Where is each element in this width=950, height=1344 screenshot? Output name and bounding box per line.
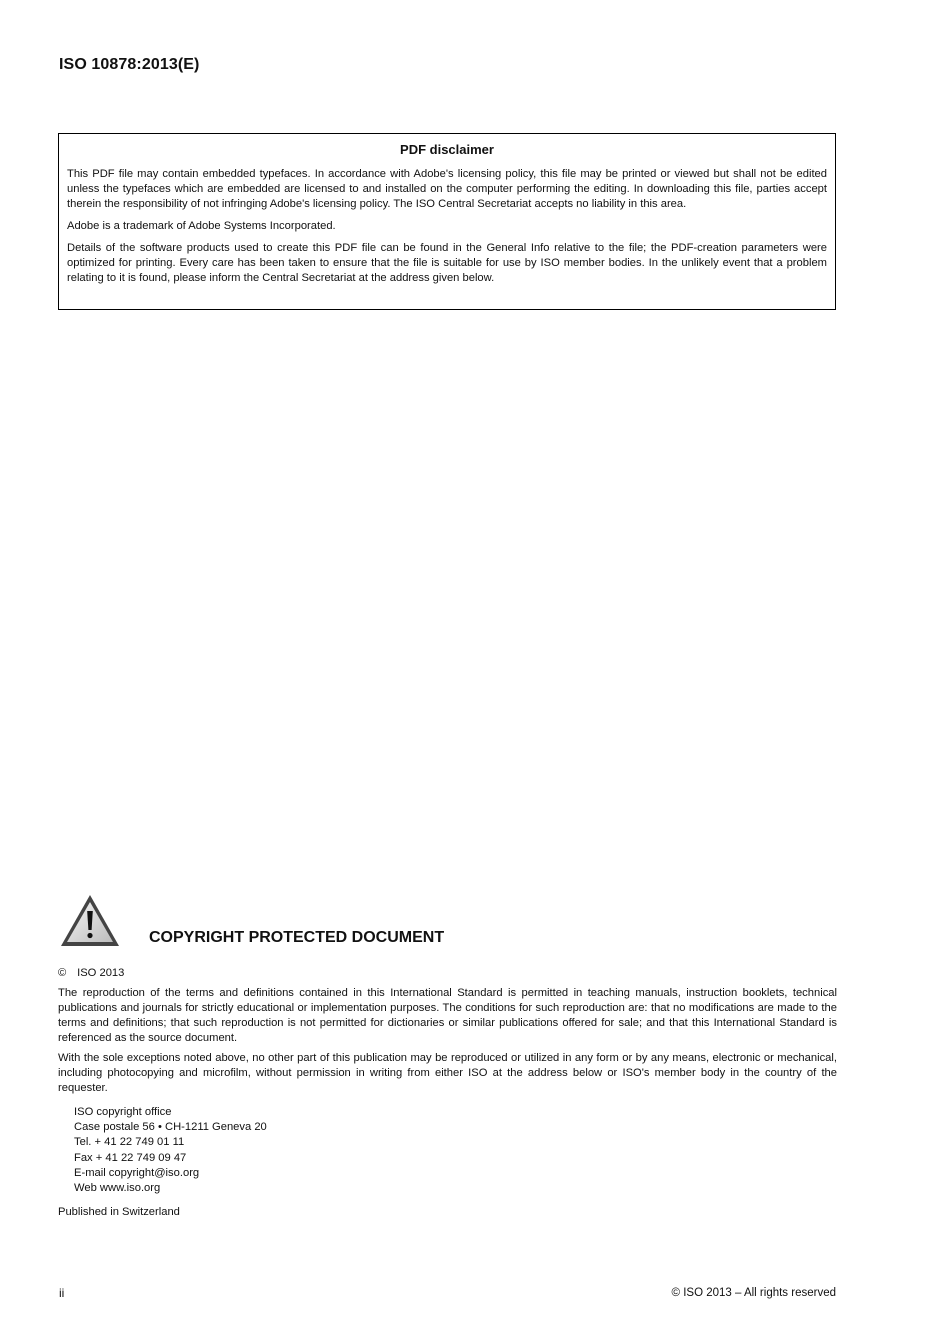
disclaimer-paragraph: Adobe is a trademark of Adobe Systems Incorporated. <box>67 220 336 232</box>
page-number: ii <box>59 1286 65 1300</box>
address-line: Tel. + 41 22 749 01 11 <box>74 1136 185 1149</box>
copyright-heading: COPYRIGHT PROTECTED DOCUMENT <box>149 929 445 946</box>
address-line: E-mail copyright@iso.org <box>74 1166 200 1179</box>
copyright-paragraph: With the sole exceptions noted above, no other part of this publication may be reproduced or utilized in any form or by any means, electronic or mechanical, including photocopying and microfilm, without permission in writing from either ISO at the address below or ISO's member body in the country of the requester. <box>58 1052 837 1094</box>
disclaimer-paragraph: This PDF file may contain embedded typefaces. In accordance with Adobe's licensing policy, this file may be printed or viewed but shall not be edited unless the typefaces which are embedded are licensed to and installed on the computer performing the editing. In downloading this file, parties accept therein the responsibility of not infringing Adobe's licensing policy. The ISO Central Secretariat accepts no liability in this area. <box>67 168 827 210</box>
address-line: Web www.iso.org <box>74 1182 161 1195</box>
address-line: Case postale 56 • CH-1211 Geneva 20 <box>74 1121 267 1134</box>
disclaimer-paragraph: Details of the software products used to create this PDF file can be found in the General Info relative to the file; the PDF-creation parameters were optimized for printing. Every care has been taken to ensure that the file is suitable for use by ISO member bodies. In the unlikely event that a problem relating to it is found, please inform the Central Secretariat at the address given below. <box>67 242 827 284</box>
copyright-section <box>58 966 837 1220</box>
address-line: Fax + 41 22 749 09 47 <box>74 1151 187 1164</box>
warning-triangle-icon <box>59 893 121 949</box>
copyright-paragraph: The reproduction of the terms and definitions contained in this International Standard is permitted in teaching manuals, instruction booklets, technical publications and journals for strictly educational or implementation purposes. The conditions for such reproduction are: that no modifications are made to the terms and definitions; that such reproduction is not permitted for dictionaries or similar publications offered for sale; and that this International Standard is referenced as the source document. <box>58 987 837 1044</box>
document-id-header: ISO 10878:2013(E) <box>59 56 200 73</box>
copyright-symbol: © <box>58 967 67 979</box>
disclaimer-title: PDF disclaimer <box>400 142 494 157</box>
iso-address-block <box>74 1105 837 1196</box>
footer-rights: © ISO 2013 – All rights reserved <box>671 1287 836 1299</box>
pdf-disclaimer-box <box>58 133 836 310</box>
copyright-year-line <box>58 966 837 981</box>
copyright-year: ISO 2013 <box>77 967 125 979</box>
address-line: ISO copyright office <box>74 1106 172 1118</box>
published-location: Published in Switzerland <box>58 1206 180 1219</box>
